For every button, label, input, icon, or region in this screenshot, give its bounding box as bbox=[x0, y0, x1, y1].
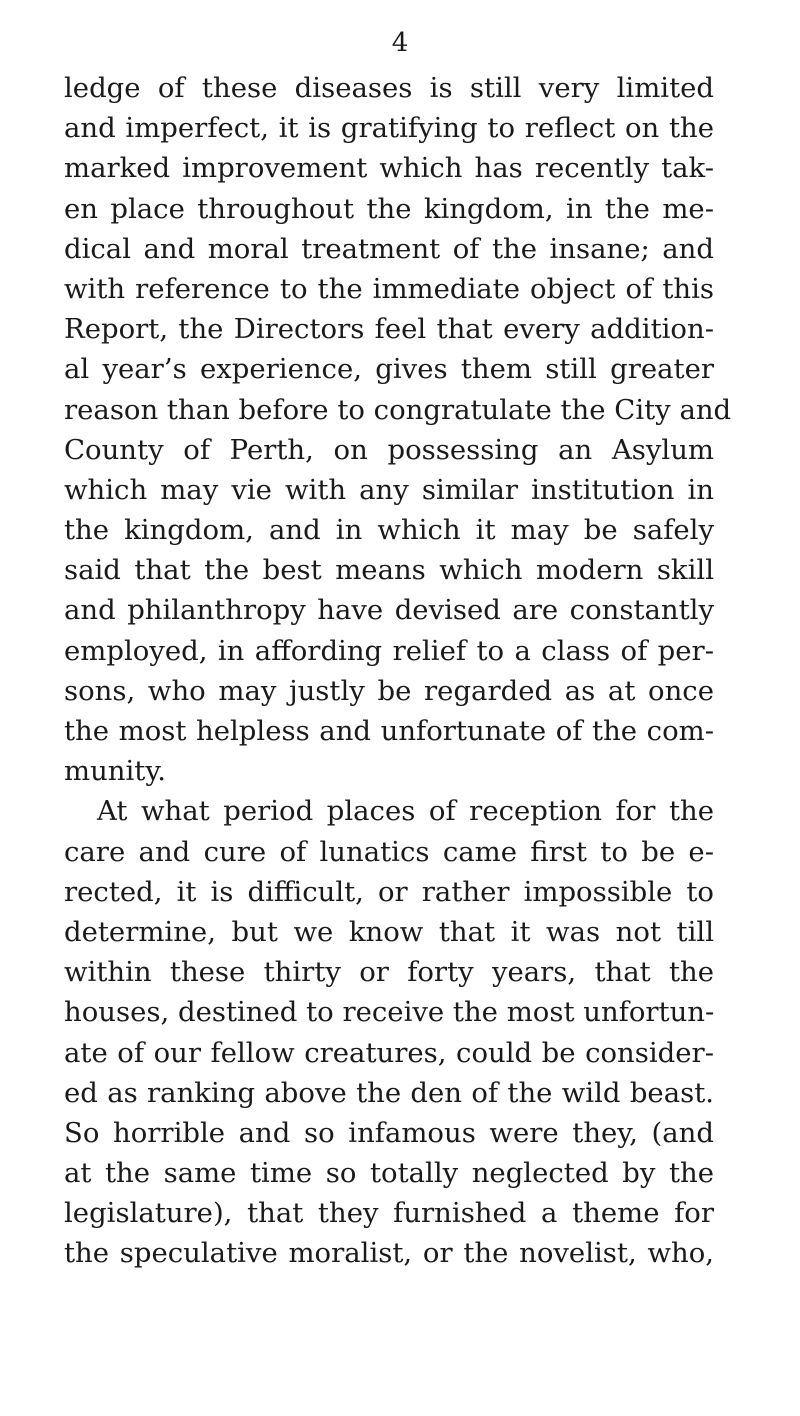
text-line: the speculative moralist, or the novelist, who, bbox=[64, 1237, 714, 1270]
text-line: ledge of these diseases is still very limited bbox=[64, 72, 714, 104]
text-line: ed as ranking above the den of the wild beast. bbox=[64, 1076, 714, 1109]
text-line: dical and moral treatment of the insane; and bbox=[64, 232, 714, 265]
text-line: determine, but we know that it was not till bbox=[64, 915, 714, 948]
page-number: 4 bbox=[391, 28, 409, 58]
text-line: which may vie with any similar institution in bbox=[64, 473, 714, 506]
text-line: en place throughout the kingdom, in the me- bbox=[64, 192, 714, 225]
text-line: houses, destined to receive the most unfortun- bbox=[64, 996, 715, 1029]
text-line: care and cure of lunatics came first to be e- bbox=[64, 835, 714, 868]
text-line: and philanthropy have devised are constantly bbox=[64, 594, 714, 627]
body-text bbox=[64, 68, 732, 1274]
text-line: at the same time so totally neglected by the bbox=[64, 1157, 714, 1190]
text-line: marked improvement which has recently tak- bbox=[64, 152, 714, 185]
text-line: within these thirty or forty years, that the bbox=[64, 956, 714, 989]
text-line: At what period places of reception for the bbox=[97, 795, 714, 828]
text-line: reason than before to congratulate the City and bbox=[64, 393, 732, 426]
text-line: Report, the Directors feel that every addition- bbox=[64, 313, 714, 346]
text-line: So horrible and so infamous were they, (and bbox=[64, 1116, 714, 1149]
text-line: said that the best means which modern skill bbox=[64, 554, 714, 587]
text-line: employed, in affording relief to a class of per- bbox=[64, 634, 714, 667]
text-line: and imperfect, it is gratifying to reflect on the bbox=[64, 112, 714, 145]
text-line: al year’s experience, gives them still greater bbox=[64, 353, 714, 386]
text-line: munity. bbox=[64, 755, 166, 788]
text-line: sons, who may justly be regarded as at once bbox=[64, 674, 714, 707]
text-line: ate of our fellow creatures, could be consider- bbox=[64, 1036, 714, 1069]
text-line: the kingdom, and in which it may be safely bbox=[64, 514, 714, 547]
text-line: County of Perth, on possessing an Asylum bbox=[64, 433, 714, 466]
text-line: legislature), that they furnished a theme for bbox=[64, 1197, 714, 1230]
text-line: the most helpless and unfortunate of the com- bbox=[64, 715, 714, 747]
text-line: with reference to the immediate object of this bbox=[64, 272, 714, 305]
text-line: rected, it is difficult, or rather impossible to bbox=[64, 875, 714, 908]
